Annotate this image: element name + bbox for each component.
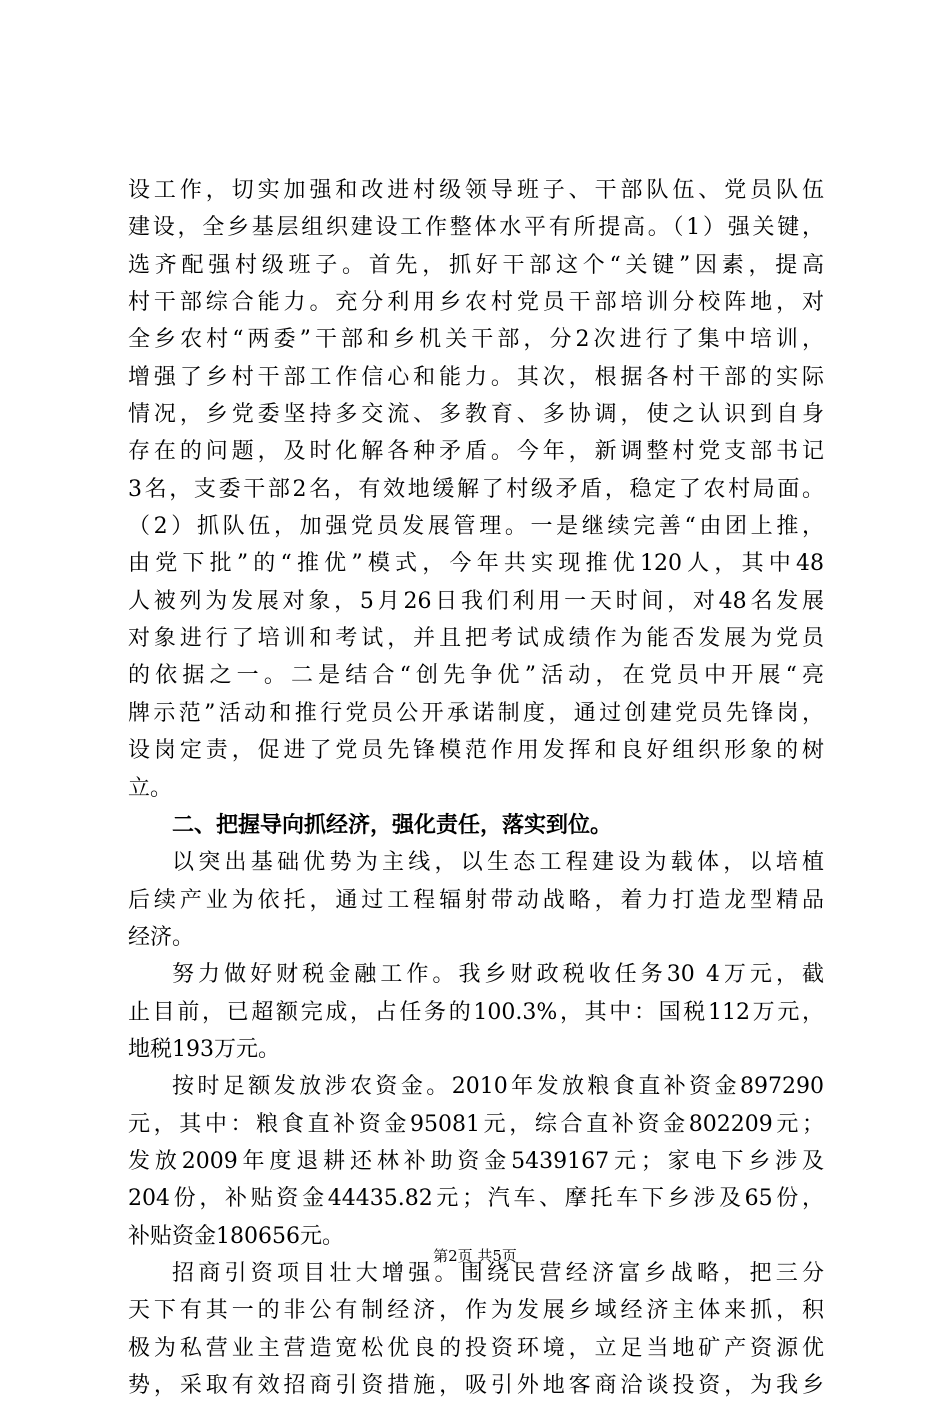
paragraph-line: 发放2009年度退耕还林补助资金5439167元；家电下乡涉及	[128, 1148, 824, 1174]
paragraph-line: 止目前，已超额完成，占任务的100.3%，其中：国税112万元，	[128, 999, 824, 1025]
section-heading: 二、把握导向抓经济，强化责任，落实到位。	[172, 811, 613, 838]
paragraph-line: 由党下批”的“推优”模式，今年共实现推优120人，其中48	[128, 551, 824, 577]
paragraph-line: 204份，补贴资金44435.82元；汽车、摩托车下乡涉及65份，	[128, 1186, 824, 1212]
paragraph-line: 存在的问题，及时化解各种矛盾。今年，新调整村党支部书记	[128, 439, 824, 465]
paragraph-line: 人被列为发展对象，5月26日我们利用一天时间，对48名发展	[128, 588, 824, 614]
paragraph-line: 设工作，切实加强和改进村级领导班子、干部队伍、党员队伍	[128, 178, 824, 203]
paragraph-line: 元，其中：粮食直补资金95081元，综合直补资金802209元；	[128, 1111, 824, 1137]
paragraph-line: 地税193万元。	[128, 1036, 280, 1062]
paragraph-line: 补贴资金180656元。	[128, 1223, 344, 1249]
paragraph-line: 对象进行了培训和考试，并且把考试成绩作为能否发展为党员	[128, 626, 824, 652]
paragraph-line: 后续产业为依托，通过工程辐射带动战略，着力打造龙型精品	[128, 887, 824, 913]
paragraph-line: 建设，全乡基层组织建设工作整体水平有所提高。（1）强关键，	[128, 215, 824, 241]
document-body	[128, 172, 824, 1404]
paragraph-line: 势，采取有效招商引资措施，吸引外地客商洽谈投资，为我乡	[128, 1373, 824, 1398]
paragraph-line: 招商引资项目壮大增强。围绕民营经济富乡战略，把三分	[172, 1260, 824, 1286]
paragraph-line: 立。	[128, 775, 173, 801]
paragraph-line: 3名，支委干部2名，有效地缓解了村级矛盾，稳定了农村局面。	[128, 476, 824, 502]
paragraph-line: 按时足额发放涉农资金。2010年发放粮食直补资金897290	[172, 1074, 824, 1100]
paragraph-line: 以突出基础优势为主线，以生态工程建设为载体，以培植	[172, 850, 824, 876]
paragraph-line: 牌示范”活动和推行党员公开承诺制度，通过创建党员先锋岗，	[128, 700, 824, 726]
paragraph-line: 村干部综合能力。充分利用乡农村党员干部培训分校阵地，对	[128, 290, 824, 316]
paragraph-line: 经济。	[128, 924, 195, 950]
paragraph-line: 增强了乡村干部工作信心和能力。其次，根据各村干部的实际	[128, 364, 824, 390]
paragraph-line: （2）抓队伍，加强党员发展管理。一是继续完善“由团上推，	[128, 514, 824, 540]
paragraph-line: 选齐配强村级班子。首先，抓好干部这个“关键”因素，提高	[128, 252, 824, 278]
paragraph-line: 极为私营业主营造宽松优良的投资环境，立足当地矿产资源优	[128, 1335, 824, 1361]
paragraph-line: 情况，乡党委坚持多交流、多教育、多协调，使之认识到自身	[128, 402, 824, 428]
paragraph-line: 的依据之一。二是结合“创先争优”活动，在党员中开展“亮	[128, 663, 824, 689]
paragraph-line: 天下有其一的非公有制经济，作为发展乡域经济主体来抓，积	[128, 1298, 824, 1324]
paragraph-line: 全乡农村“两委”干部和乡机关干部，分2次进行了集中培训，	[128, 327, 824, 353]
page-footer: 第2页 共5页	[433, 1247, 517, 1265]
paragraph-line: 努力做好财税金融工作。我乡财政税收任务30 4万元，截	[172, 962, 824, 988]
paragraph-line: 设岗定责，促进了党员先锋模范作用发挥和良好组织形象的树	[128, 738, 824, 764]
